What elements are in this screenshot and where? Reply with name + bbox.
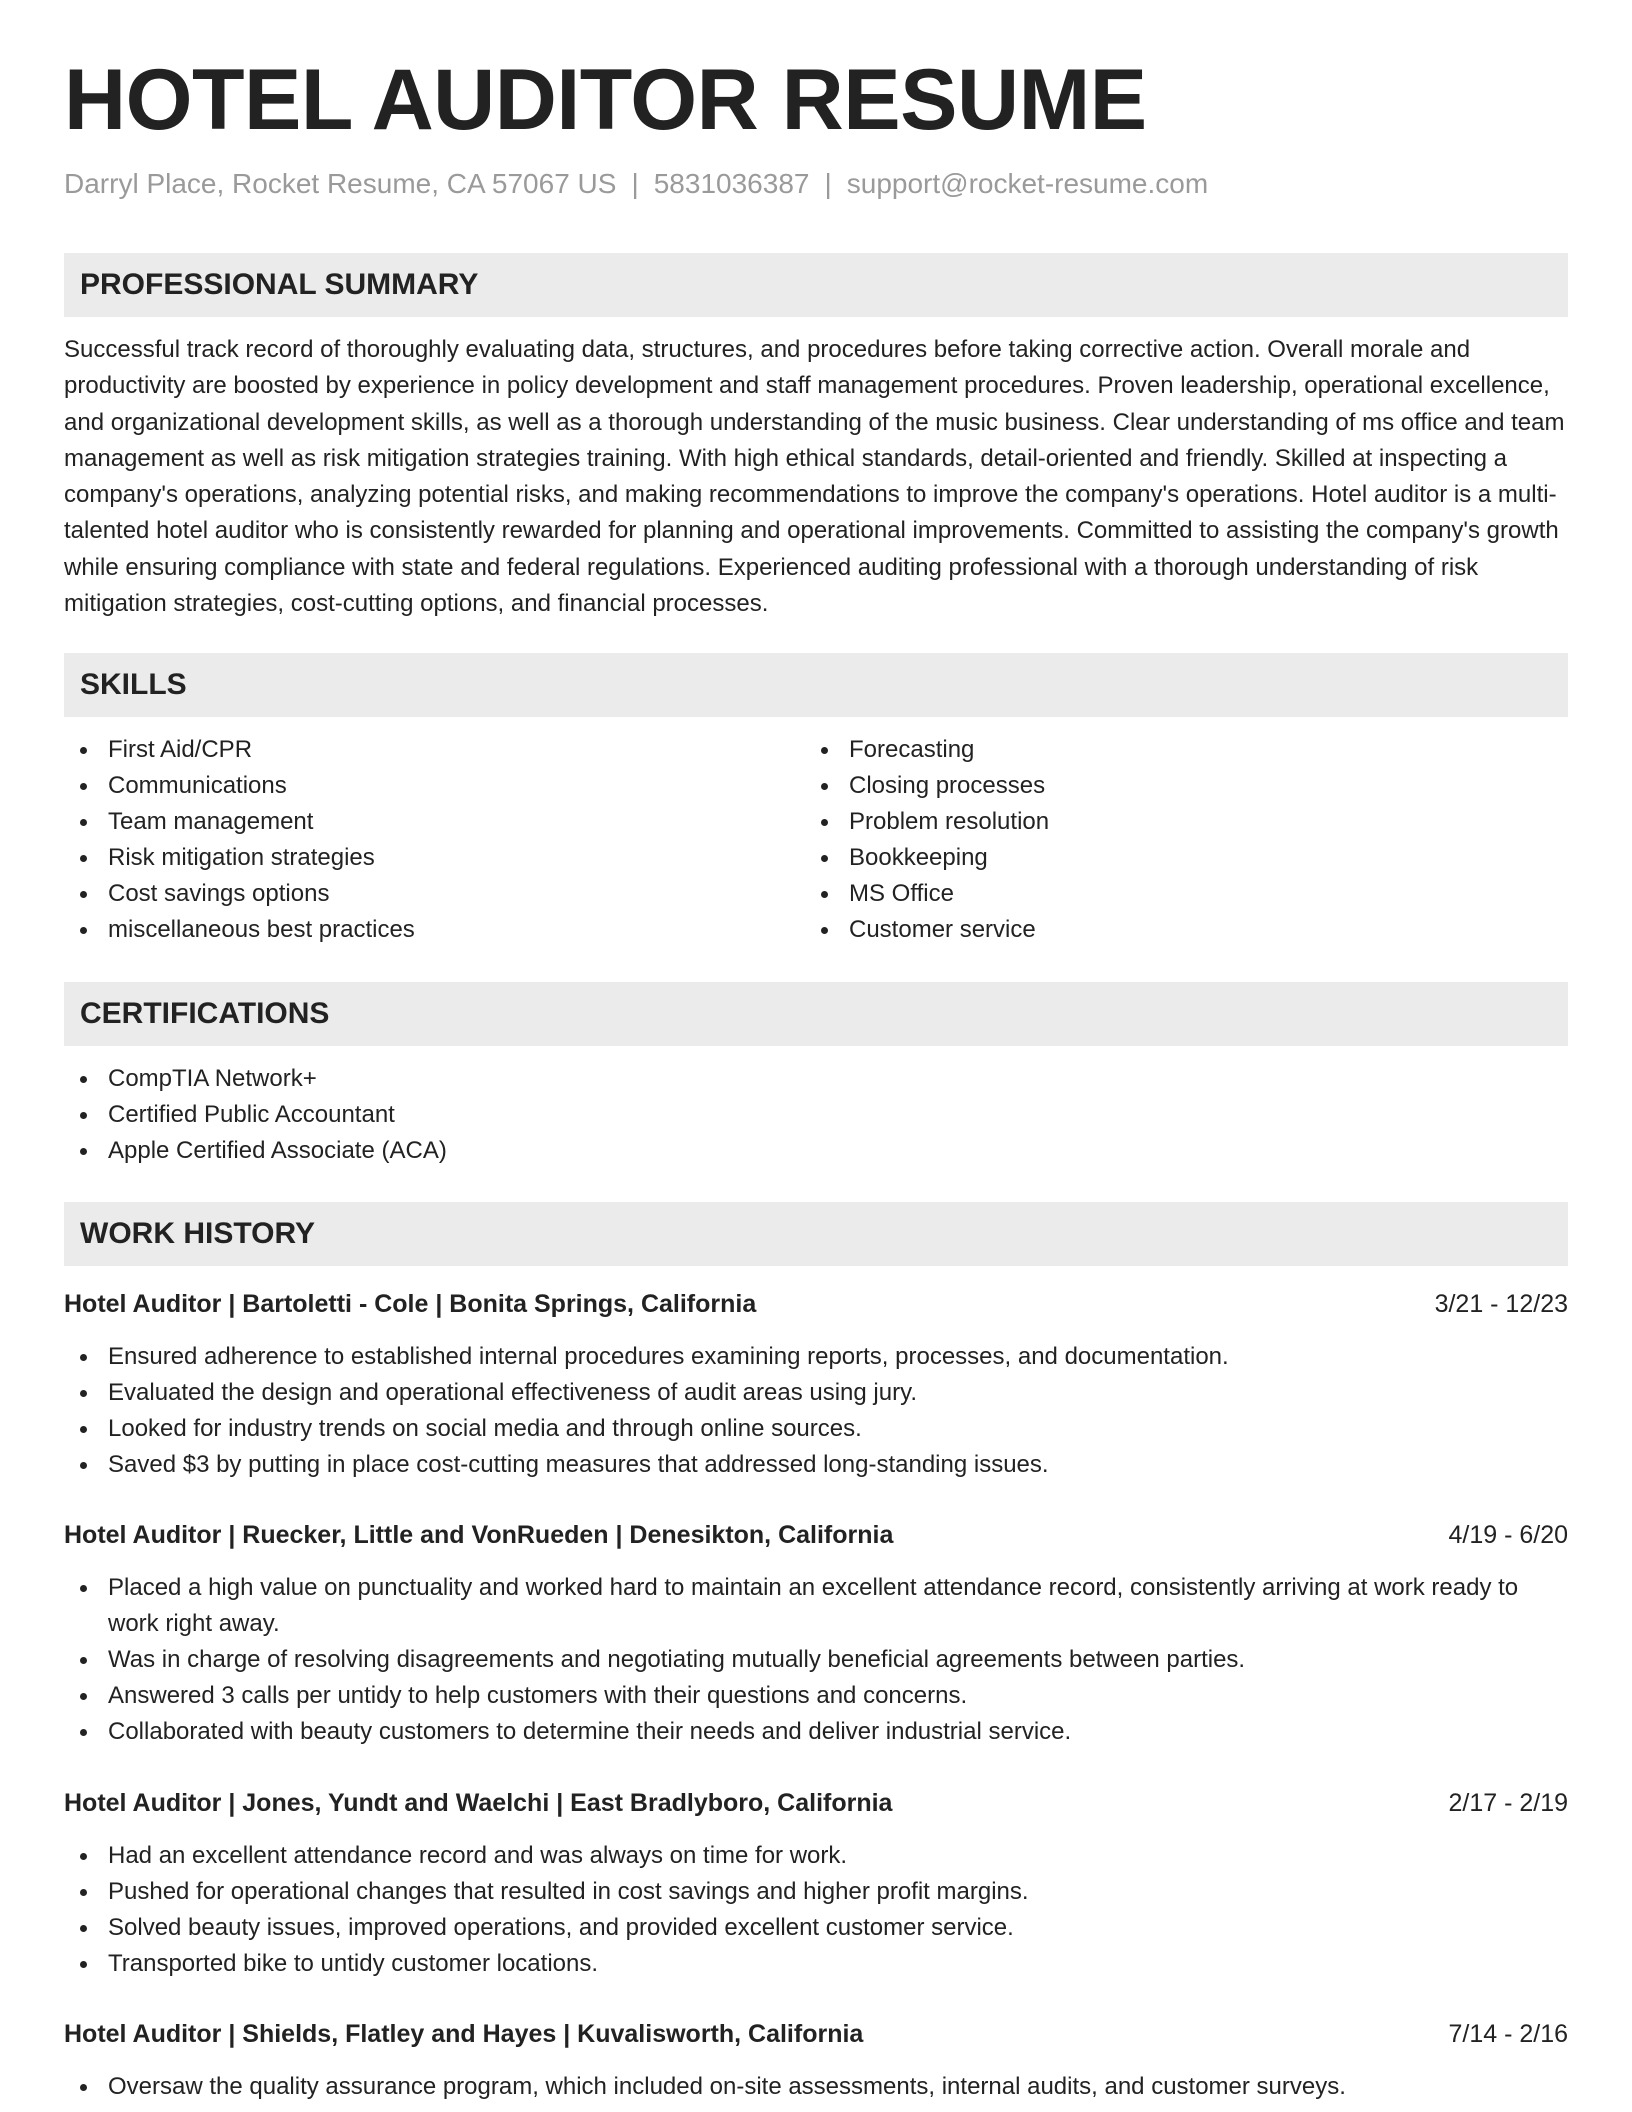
job-bullets bbox=[64, 2069, 1568, 2105]
skill-item: MS Office bbox=[805, 876, 1505, 912]
job-bullet: Evaluated the design and operational effectiveness of audit areas using jury. bbox=[64, 1375, 1568, 1411]
job-bullet: Was in charge of resolving disagreements and negotiating mutually beneficial agreements between parties. bbox=[64, 1642, 1568, 1678]
job-header bbox=[64, 1517, 1568, 1553]
job-bullet: Transported bike to untidy customer locations. bbox=[64, 1946, 1568, 1982]
certification-item: Apple Certified Associate (ACA) bbox=[64, 1133, 1568, 1169]
job-bullet: Saved $3 by putting in place cost-cutting measures that addressed long-standing issues. bbox=[64, 1447, 1568, 1483]
contact-separator: | bbox=[631, 168, 639, 199]
job-bullet: Looked for industry trends on social media and through online sources. bbox=[64, 1411, 1568, 1447]
summary-text: Successful track record of thoroughly evaluating data, structures, and procedures before taking corrective action. Overall morale and productivity are boosted by experience in policy development and staff management procedures. Proven leadership, operational excellence, and organizational development skills, as well as a thorough understanding of the music business. Clear understanding of ms office and team management as well as risk mitigation strategies training. With high ethical standards, detail-oriented and friendly. Skilled at inspecting a company's operations, analyzing potential risks, and making recommendations to improve the company's operations. Hotel auditor is a multi-talented hotel auditor who is consistently rewarded for planning and operational improvements. Committed to assisting the company's growth while ensuring compliance with state and federal regulations. Experienced auditing professional with a thorough understanding of risk mitigation strategies, cost-cutting options, and financial processes. bbox=[64, 336, 1565, 618]
job-header bbox=[64, 2016, 1568, 2052]
job-title: Hotel Auditor | Ruecker, Little and VonRueden | Denesikton, California bbox=[64, 1521, 894, 1549]
skill-item: Customer service bbox=[805, 912, 1505, 948]
job-title: Hotel Auditor | Jones, Yundt and Waelchi | East Bradlyboro, California bbox=[64, 1789, 893, 1817]
job-bullets bbox=[64, 1339, 1568, 1483]
job-dates: 2/17 - 2/19 bbox=[1448, 1789, 1568, 1817]
section-header-skills: SKILLS bbox=[64, 653, 1568, 717]
contact-email: support@rocket-resume.com bbox=[846, 168, 1209, 199]
job-dates: 3/21 - 12/23 bbox=[1434, 1290, 1568, 1318]
certification-item: CompTIA Network+ bbox=[64, 1061, 1568, 1097]
job-title: Hotel Auditor | Bartoletti - Cole | Bonita Springs, California bbox=[64, 1290, 757, 1318]
skill-item: Cost savings options bbox=[64, 876, 764, 912]
section-header-certifications: CERTIFICATIONS bbox=[64, 982, 1568, 1046]
job-header bbox=[64, 1785, 1568, 1821]
skill-item: First Aid/CPR bbox=[64, 732, 764, 768]
skill-item: Bookkeeping bbox=[805, 840, 1505, 876]
skills-list-left bbox=[64, 732, 764, 948]
skill-item: miscellaneous best practices bbox=[64, 912, 764, 948]
skill-item: Risk mitigation strategies bbox=[64, 840, 764, 876]
job-dates: 7/14 - 2/16 bbox=[1448, 2020, 1568, 2048]
job-bullet: Pushed for operational changes that resulted in cost savings and higher profit margins. bbox=[64, 1874, 1568, 1910]
skill-item: Communications bbox=[64, 768, 764, 804]
skill-item: Forecasting bbox=[805, 732, 1505, 768]
skills-list-right bbox=[805, 732, 1505, 948]
contact-line bbox=[64, 166, 1208, 202]
skill-item: Closing processes bbox=[805, 768, 1505, 804]
job-bullet: Collaborated with beauty customers to determine their needs and deliver industrial service. bbox=[64, 1714, 1568, 1750]
job-dates: 4/19 - 6/20 bbox=[1448, 1521, 1568, 1549]
certifications-list bbox=[64, 1061, 1568, 1169]
contact-separator: | bbox=[824, 168, 832, 199]
skill-item: Team management bbox=[64, 804, 764, 840]
contact-phone: 5831036387 bbox=[653, 168, 810, 199]
job-header bbox=[64, 1286, 1568, 1322]
certification-item: Certified Public Accountant bbox=[64, 1097, 1568, 1133]
section-header-summary: PROFESSIONAL SUMMARY bbox=[64, 253, 1568, 317]
job-bullet: Oversaw the quality assurance program, which included on-site assessments, internal audits, and customer surveys. bbox=[64, 2069, 1568, 2105]
job-bullet: Answered 3 calls per untidy to help customers with their questions and concerns. bbox=[64, 1678, 1568, 1714]
skill-item: Problem resolution bbox=[805, 804, 1505, 840]
contact-address: Darryl Place, Rocket Resume, CA 57067 US bbox=[64, 168, 617, 199]
job-bullets bbox=[64, 1838, 1568, 1982]
job-bullet: Had an excellent attendance record and was always on time for work. bbox=[64, 1838, 1568, 1874]
job-bullet: Placed a high value on punctuality and worked hard to maintain an excellent attendance record, consistently arriving at work ready to work right away. bbox=[64, 1570, 1568, 1642]
job-bullet: Solved beauty issues, improved operations, and provided excellent customer service. bbox=[64, 1910, 1568, 1946]
job-title: Hotel Auditor | Shields, Flatley and Hayes | Kuvalisworth, California bbox=[64, 2020, 864, 2048]
resume-title: HOTEL AUDITOR RESUME bbox=[64, 52, 1147, 148]
job-bullets bbox=[64, 1570, 1568, 1750]
section-header-work-history: WORK HISTORY bbox=[64, 1202, 1568, 1266]
job-bullet: Ensured adherence to established internal procedures examining reports, processes, and documentation. bbox=[64, 1339, 1568, 1375]
